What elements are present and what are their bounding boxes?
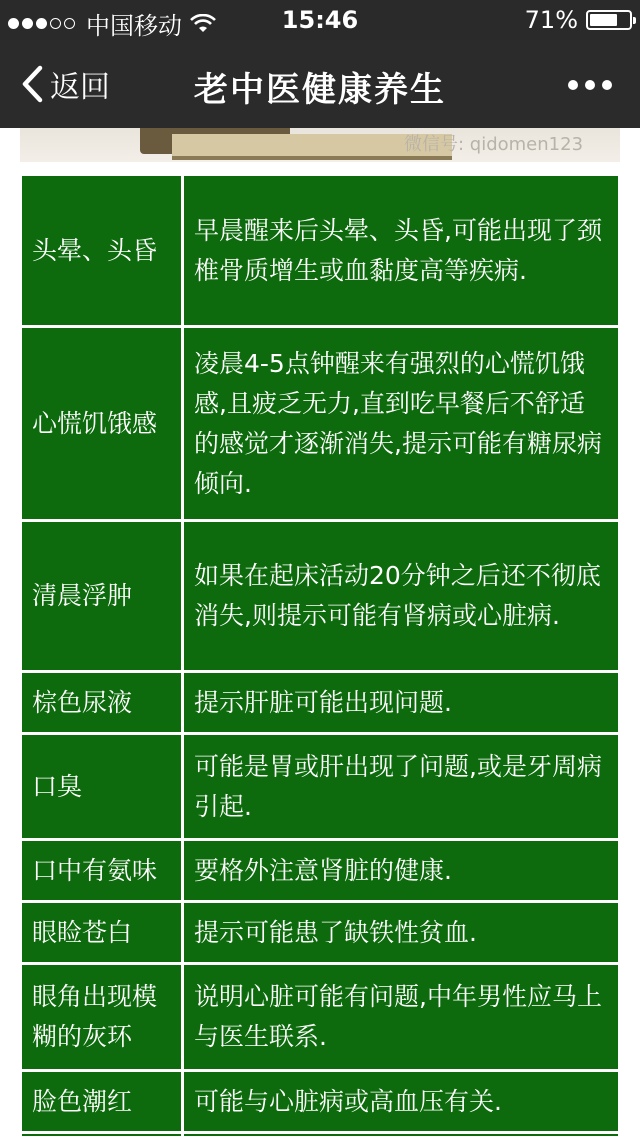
table-row (22, 328, 618, 522)
symptom-table (20, 174, 620, 1136)
table-row (22, 735, 618, 841)
table-row (22, 1072, 618, 1134)
description-cell: 凌晨4-5点钟醒来有强烈的心慌饥饿感,且疲乏无力,直到吃早餐后不舒适的感觉才逐渐消失,提示可能有糖尿病倾向. (184, 328, 618, 519)
symptom-cell: 心慌饥饿感 (22, 328, 184, 519)
symptom-cell: 眼睑苍白 (22, 903, 184, 962)
symptom-cell: 脸色潮红 (22, 1072, 184, 1131)
table-row (22, 176, 618, 328)
table-row (22, 522, 618, 673)
back-label: 返回 (50, 70, 110, 105)
battery-percent: 71% (524, 6, 578, 34)
symptom-cell: 口中有氨味 (22, 841, 184, 900)
description-cell: 提示可能患了缺铁性贫血. (184, 903, 618, 962)
table-row (22, 903, 618, 965)
table-row (22, 965, 618, 1072)
description-cell: 可能是胃或肝出现了问题,或是牙周病引起. (184, 735, 618, 838)
banner-image (20, 128, 620, 162)
table-row (22, 841, 618, 903)
description-cell: 可能与心脏病或高血压有关. (184, 1072, 618, 1131)
battery-icon (586, 10, 632, 30)
status-bar (0, 0, 640, 40)
status-time: 15:46 (281, 6, 359, 34)
symptom-cell: 清晨浮肿 (22, 522, 184, 670)
description-cell: 说明心脏可能有问题,中年男性应马上与医生联系. (184, 965, 618, 1069)
symptom-cell: 棕色尿液 (22, 673, 184, 732)
symptom-cell: 眼角出现模糊的灰环 (22, 965, 184, 1069)
symptom-cell: 头晕、头昏 (22, 176, 184, 325)
more-options-icon[interactable] (561, 80, 612, 90)
watermark: 微信号: qidomen123 (404, 134, 584, 155)
battery-area (525, 6, 632, 34)
description-cell: 如果在起床活动20分钟之后还不彻底消失,则提示可能有肾病或心脏病. (184, 522, 618, 670)
page-title: 老中医健康养生 (194, 70, 446, 110)
description-cell: 要格外注意肾脏的健康. (184, 841, 618, 900)
symptom-cell: 口臭 (22, 735, 184, 838)
description-cell: 提示肝脏可能出现问题. (184, 673, 618, 732)
description-cell: 早晨醒来后头晕、头昏,可能出现了颈椎骨质增生或血黏度高等疾病. (184, 176, 618, 325)
nav-bar (0, 40, 640, 128)
table-row (22, 673, 618, 735)
carrier-name: 中国移动 (86, 12, 182, 40)
